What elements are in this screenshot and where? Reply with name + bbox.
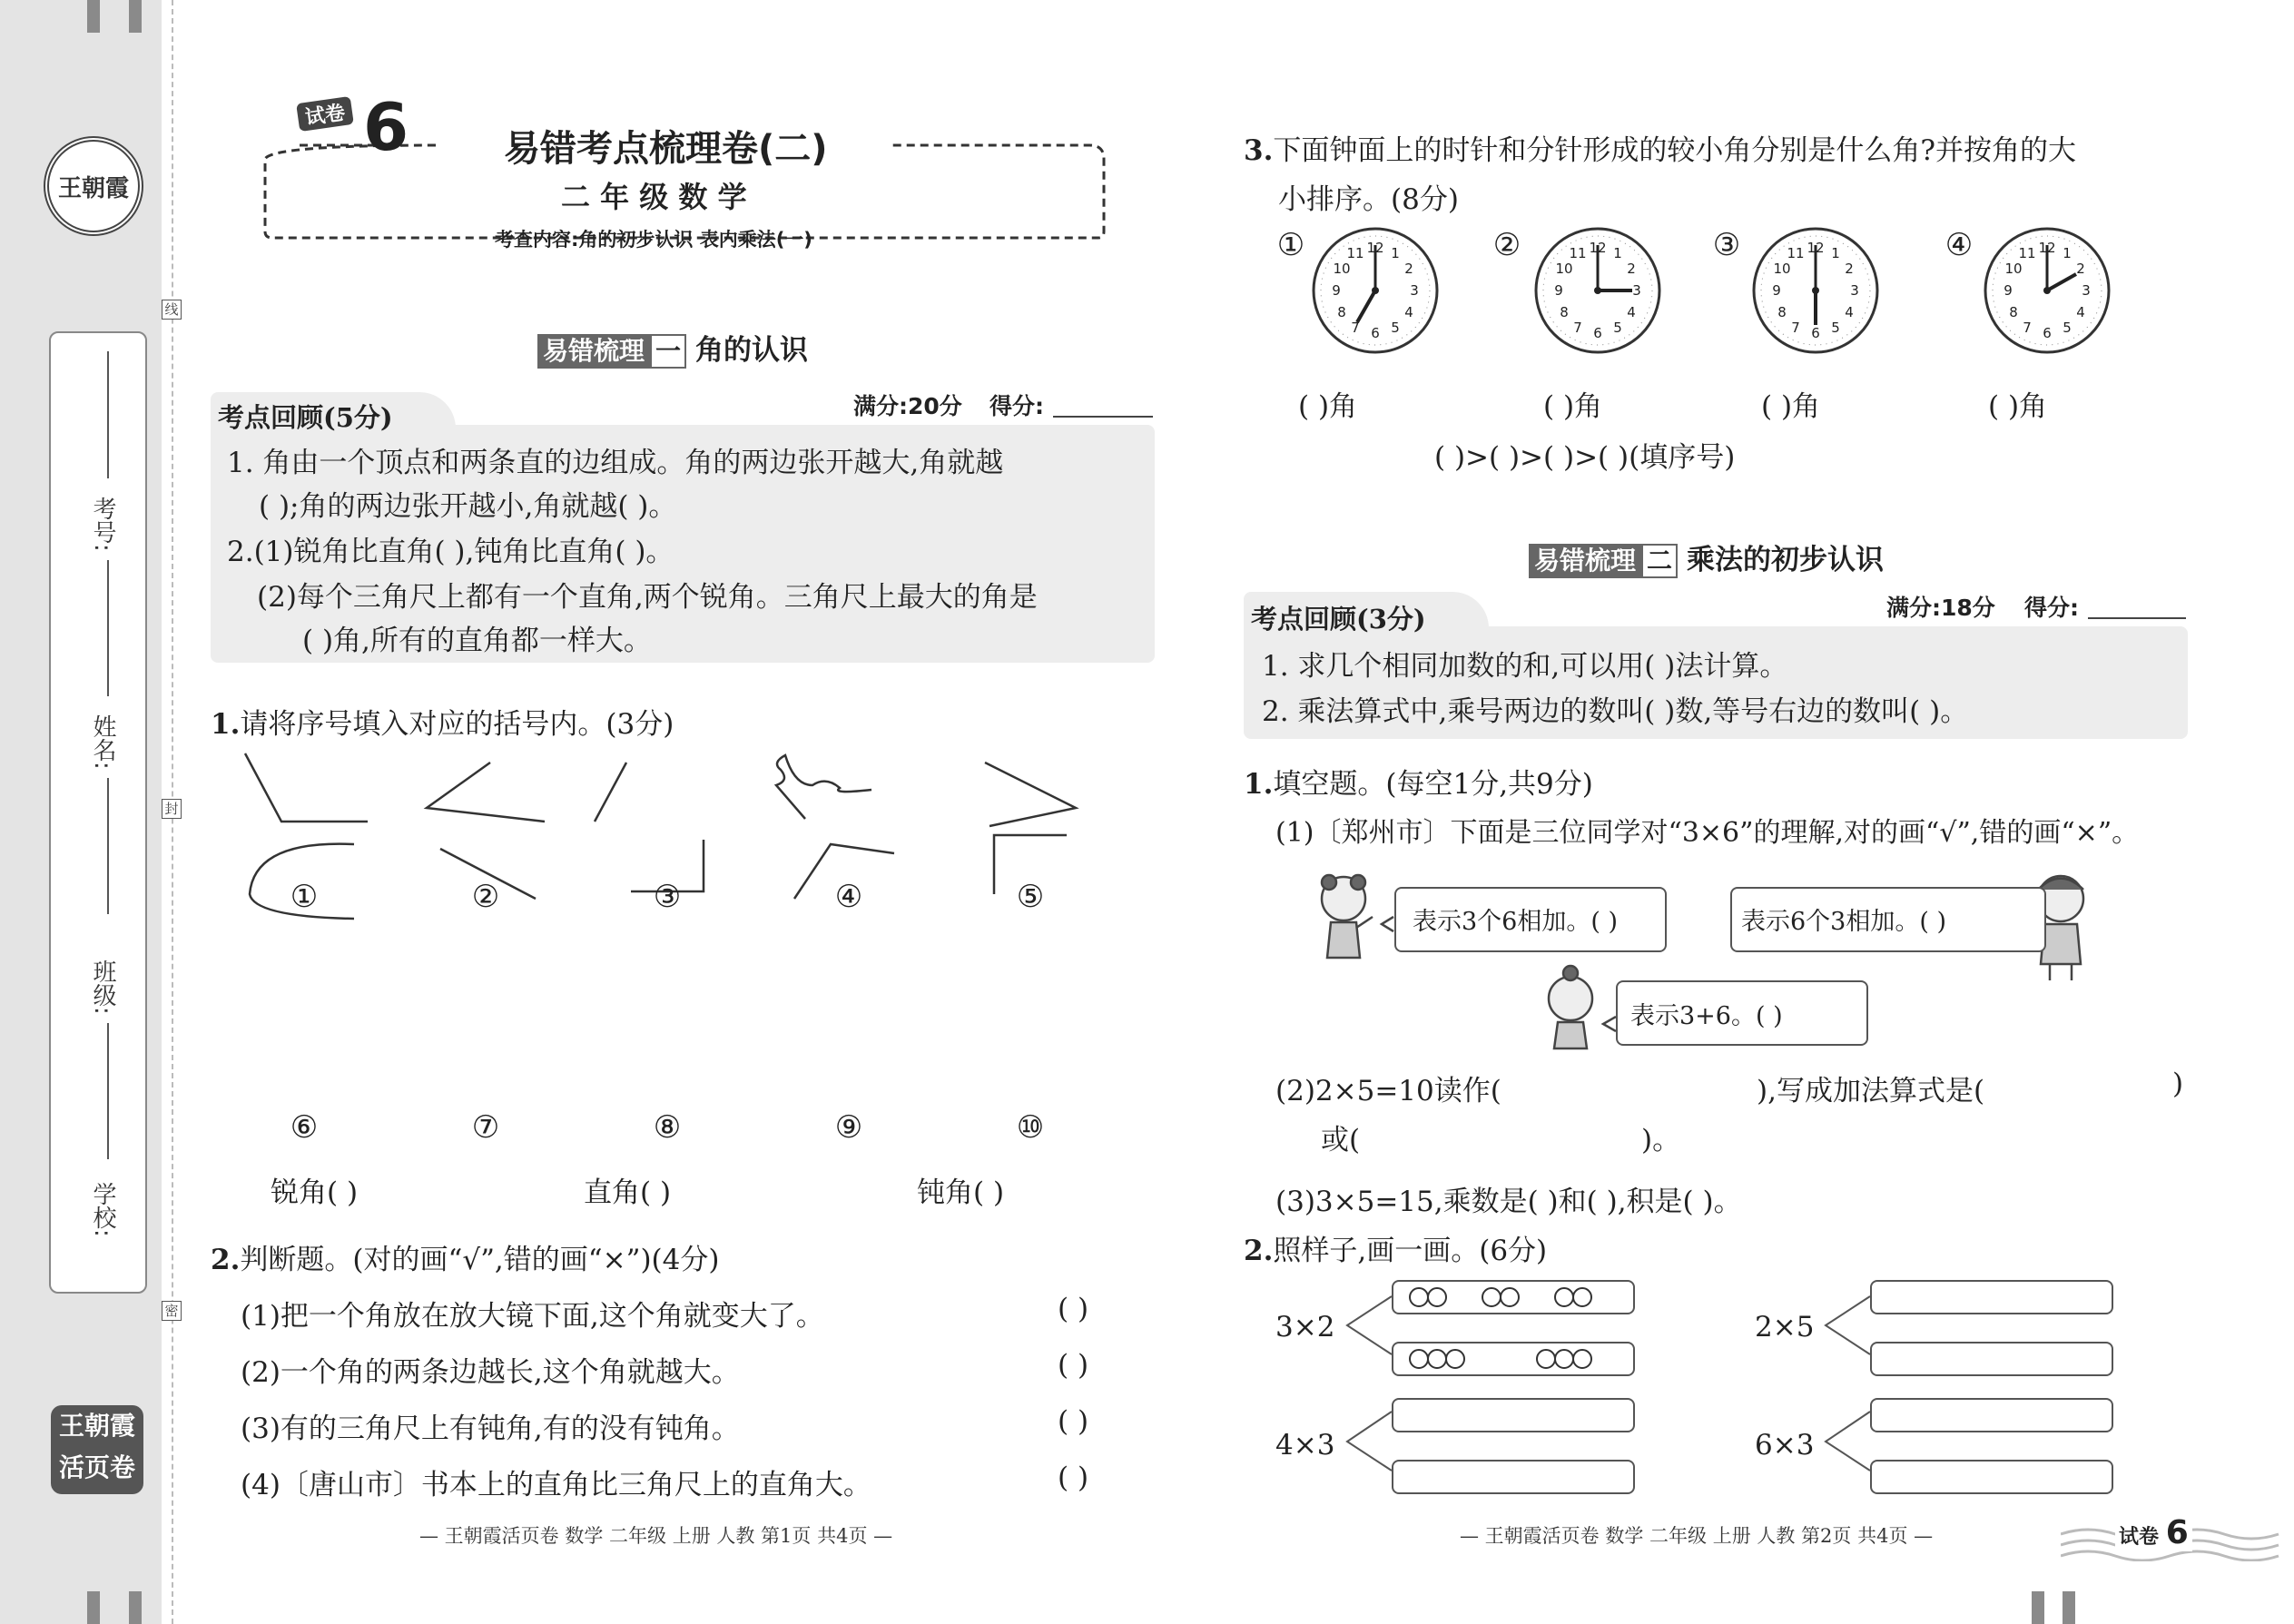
publisher-logo	[44, 136, 143, 236]
review-line: 2.(1)锐角比直角( ),钝角比直角( )。	[227, 536, 674, 568]
cut-mark: 封	[162, 799, 182, 819]
figure-label: ⑧	[653, 1109, 682, 1146]
question-number: 1.	[211, 708, 241, 741]
footer-right: — 王朝霞活页卷 数学 二年级 上册 人教 第2页 共4页 —	[1460, 1525, 1934, 1547]
review-tab	[218, 398, 393, 435]
figure-label: ④	[834, 879, 863, 915]
get-score-line[interactable]	[2088, 617, 2186, 619]
clock-label: ①	[1276, 227, 1305, 263]
name-line[interactable]	[107, 778, 109, 914]
figure-label: ②	[471, 879, 500, 915]
judge-answer[interactable]: ( )	[1058, 1405, 1089, 1438]
exam-number-label: 考号:	[89, 497, 116, 552]
expression: 6×3	[1755, 1429, 1815, 1462]
figure-label: ⑦	[471, 1109, 500, 1146]
sample-circles	[1392, 1280, 1637, 1380]
clock-answer[interactable]: ( )角	[1298, 390, 1358, 423]
review-tab-score: (5分)	[323, 402, 393, 433]
section-number: 一	[650, 334, 686, 369]
judge-item: (1)把一个角放在放大镜下面,这个角就变大了。	[241, 1300, 824, 1333]
bubble-text[interactable]: 表示3个6相加。( )	[1413, 908, 1619, 936]
corner-badge-number: 6	[2165, 1514, 2189, 1551]
question-number: 2.	[1244, 1235, 1274, 1267]
judge-item: (4)〔唐山市〕书本上的直角比三角尺上的直角大。	[241, 1469, 871, 1501]
brand-line: 活页卷	[58, 1452, 135, 1482]
exam-number-line[interactable]	[107, 560, 109, 696]
figure-label: ③	[653, 879, 682, 915]
section-2-header	[1529, 536, 1884, 578]
question-text: 下面钟面上的时针和分针形成的较小角分别是什么角?并按角的大	[1273, 134, 2076, 167]
angle-figure-4	[776, 755, 871, 819]
binding-bar	[87, 0, 100, 33]
page-subtitle: 二 年 级 数 学	[561, 180, 747, 214]
figure-label: ⑥	[290, 1109, 319, 1146]
draw-box[interactable]	[1392, 1398, 1635, 1432]
school-label: 学校:	[89, 1182, 116, 1237]
exam-number: 6	[363, 89, 409, 165]
judge-answer[interactable]: ( )	[1058, 1349, 1089, 1382]
answer-obtuse[interactable]: 钝角( )	[917, 1176, 1005, 1209]
clock-faces	[1307, 227, 2215, 363]
clock-label: ②	[1492, 227, 1521, 263]
section-badge: 易错梳理	[537, 334, 650, 369]
judge-item: (2)一个角的两条边越长,这个角就越大。	[241, 1356, 740, 1389]
section-number: 二	[1641, 544, 1678, 578]
clock-answer[interactable]: ( )角	[1988, 390, 2048, 423]
figure-label: ⑨	[834, 1109, 863, 1146]
part-2	[1244, 1227, 1547, 1268]
kid-girl-center	[1549, 966, 1592, 1048]
review-tab-label: 考点回顾	[1251, 604, 1357, 635]
get-score-label: 得分:	[989, 393, 1044, 419]
clock-answer[interactable]: ( )角	[1761, 390, 1821, 423]
name-label: 姓名:	[89, 714, 116, 770]
cut-mark: 密	[162, 1301, 182, 1321]
expression: 4×3	[1275, 1429, 1335, 1462]
draw-box[interactable]	[1392, 1460, 1635, 1494]
part-1-sub2: 或(	[1321, 1124, 1361, 1156]
answer-acute[interactable]: 锐角( )	[271, 1176, 359, 1209]
clock-label: ③	[1712, 227, 1741, 263]
question-2	[211, 1236, 719, 1277]
review-line: (2)每个三角尺上都有一个直角,两个锐角。三角尺上最大的角是	[257, 581, 1038, 614]
class-line[interactable]	[107, 1023, 109, 1159]
draw-box[interactable]	[1870, 1460, 2113, 1494]
clock-answer[interactable]: ( )角	[1543, 390, 1603, 423]
brand-line: 王朝霞	[58, 1411, 135, 1441]
student-info-box	[49, 331, 147, 1294]
class-label: 班级:	[89, 960, 116, 1015]
review-line: ( );角的两边张开越小,角就越( )。	[259, 490, 677, 523]
judge-answer[interactable]: ( )	[1058, 1293, 1089, 1325]
expression: 3×2	[1275, 1311, 1335, 1343]
part-1-sub2: )	[2172, 1068, 2184, 1100]
corner-badge	[2115, 1514, 2192, 1551]
question-number: 1.	[1244, 768, 1274, 801]
answer-right[interactable]: 直角( )	[584, 1176, 672, 1209]
section-badge: 易错梳理	[1529, 544, 1641, 578]
get-score-line[interactable]	[1053, 416, 1153, 418]
full-score: 满分:20分	[853, 393, 962, 419]
question-text: 判断题。(对的画“√”,错的画“×”)(4分)	[240, 1244, 720, 1276]
review-line: 1. 求几个相同加数的和,可以用( )法计算。	[1262, 650, 1788, 683]
clock-3	[1754, 229, 1877, 352]
footer-left: — 王朝霞活页卷 数学 二年级 上册 人教 第1页 共4页 —	[419, 1525, 893, 1547]
review-line: 1. 角由一个顶点和两条直的边组成。角的两边张开越大,角就越	[227, 447, 1004, 479]
draw-box[interactable]	[1870, 1280, 2113, 1314]
binding-bar	[2063, 1591, 2075, 1624]
angle-figure-3	[595, 763, 626, 822]
clock-order[interactable]: ( )>( )>( )>( )(填序号)	[1434, 441, 1736, 474]
review-tab-label: 考点回顾	[218, 402, 324, 433]
figure-label: ⑤	[1016, 879, 1045, 915]
exam-scope: 考查内容:角的初步认识 表内乘法(一)	[495, 229, 812, 251]
exam-badge: 试卷	[296, 96, 354, 132]
question-text: 填空题。(每空1分,共9分)	[1273, 768, 1593, 801]
angle-figure-1	[245, 753, 368, 822]
draw-box[interactable]	[1870, 1342, 2113, 1376]
brand-badge	[51, 1405, 143, 1494]
question-number: 3.	[1244, 134, 1274, 167]
clock-4	[1985, 229, 2109, 352]
review-tab-score: (3分)	[1356, 604, 1426, 635]
clock-2	[1536, 229, 1659, 352]
get-score-label: 得分:	[2024, 595, 2079, 621]
question-3-line2: 小排序。(8分)	[1278, 183, 1459, 216]
question-1	[211, 701, 674, 742]
bubble-text[interactable]: 表示3+6。( )	[1630, 1002, 1783, 1030]
section-1-header	[537, 327, 808, 369]
binding-bar	[87, 1591, 100, 1624]
part-1-sub3: (3)3×5=15,乘数是( )和( ),积是( )。	[1275, 1186, 1742, 1218]
figure-label: ①	[290, 879, 319, 915]
section-title: 角的认识	[695, 334, 809, 367]
part-1	[1244, 761, 1593, 802]
full-score: 满分:18分	[1886, 595, 1995, 621]
part-1-sub2: (2)2×5=10读作(	[1275, 1075, 1501, 1107]
binding-bar	[129, 0, 142, 33]
review-line: 2. 乘法算式中,乘号两边的数叫( )数,等号右边的数叫( )。	[1262, 695, 1969, 728]
review-tab	[1251, 599, 1426, 636]
review-line: ( )角,所有的直角都一样大。	[302, 625, 652, 657]
figure-label: ⑩	[1016, 1109, 1045, 1146]
binding-bar	[129, 1591, 142, 1624]
draw-box[interactable]	[1870, 1398, 2113, 1432]
logo-text: 王朝霞	[57, 174, 129, 202]
question-number: 2.	[211, 1244, 241, 1276]
part-1-sub1: (1)〔郑州市〕下面是三位同学对“3×6”的理解,对的画“√”,错的画“×”。	[1275, 817, 2140, 849]
question-text: 照样子,画一画。(6分)	[1273, 1235, 1548, 1267]
question-text: 请将序号填入对应的括号内。(3分)	[240, 708, 674, 741]
exam-number-line[interactable]	[107, 351, 109, 478]
angle-figure-2	[427, 763, 545, 822]
clock-label: ④	[1944, 227, 1974, 263]
page-title: 易错考点梳理卷(二)	[504, 128, 828, 170]
question-3	[1244, 127, 2076, 168]
section-title: 乘法的初步认识	[1687, 544, 1885, 576]
judge-answer[interactable]: ( )	[1058, 1462, 1089, 1494]
binding-bar	[2032, 1591, 2044, 1624]
cut-mark: 线	[162, 300, 182, 320]
part-1-sub2: )。	[1641, 1124, 1681, 1156]
bubble-text[interactable]: 表示6个3相加。( )	[1741, 908, 1947, 936]
expression: 2×5	[1755, 1311, 1815, 1343]
angle-figure-5	[985, 763, 1076, 826]
clock-1	[1314, 229, 1437, 352]
kid-girl-left	[1322, 875, 1373, 958]
part-1-sub2: ),写成加法算式是(	[1757, 1075, 1985, 1107]
judge-item: (3)有的三角尺上有钝角,有的没有钝角。	[241, 1412, 740, 1445]
corner-badge-label: 试卷	[2119, 1526, 2160, 1549]
